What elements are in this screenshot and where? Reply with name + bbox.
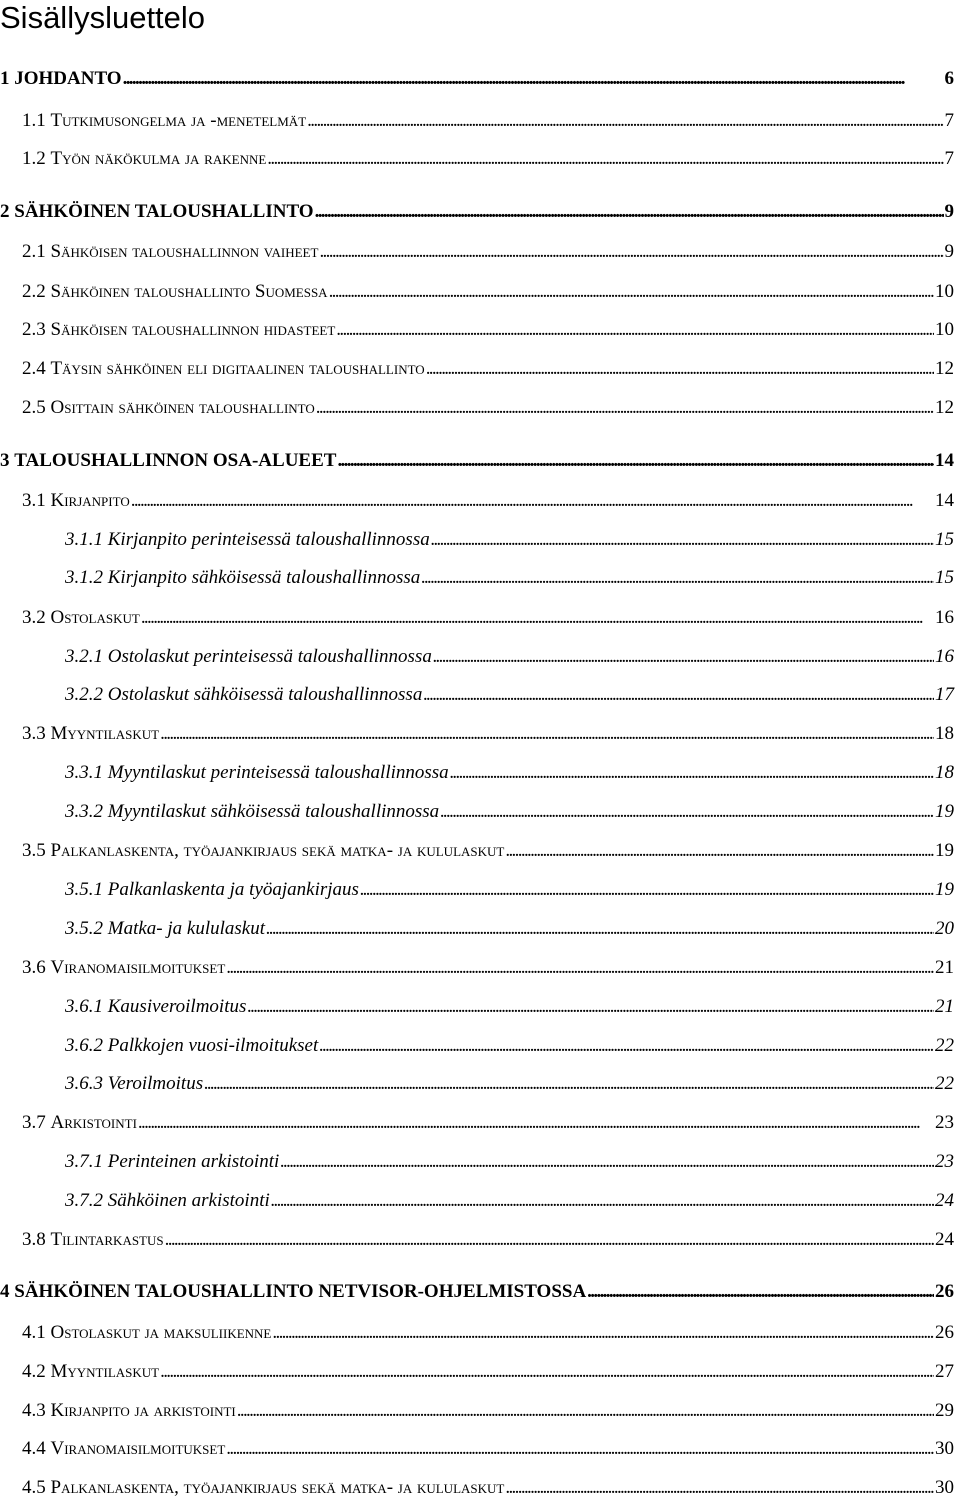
- toc-entry[interactable]: [22, 1437, 954, 1461]
- toc-leader: [505, 1476, 934, 1500]
- toc-title: Ostolaskut sähköisessä taloushallinnossa: [107, 684, 423, 705]
- toc-title: Kirjanpito ja arkistointi: [50, 1400, 236, 1421]
- toc-entry[interactable]: [65, 761, 954, 785]
- toc-leader: [204, 1072, 934, 1096]
- toc-page-number: 7: [944, 148, 954, 169]
- toc-title: Kirjanpito: [50, 490, 130, 511]
- toc-leader: [138, 1111, 934, 1135]
- toc-title: JOHDANTO: [14, 68, 122, 89]
- toc-number: 3.7.1: [65, 1151, 103, 1172]
- toc-page-number: 24: [935, 1190, 954, 1211]
- toc-page-number: 7: [944, 110, 954, 131]
- toc-page-number: 18: [935, 723, 954, 744]
- toc-page-number: 30: [935, 1438, 954, 1459]
- toc-page-number: 21: [935, 996, 954, 1017]
- toc-leader: [450, 761, 934, 785]
- toc-leader: [123, 67, 944, 91]
- toc-title: SÄHKÖINEN TALOUSHALLINTO: [14, 201, 314, 222]
- toc-page-number: 15: [935, 567, 954, 588]
- toc-title: Myyntilaskut: [50, 723, 160, 744]
- toc-entry[interactable]: [22, 1476, 954, 1500]
- toc-number: 3.2.1: [65, 646, 103, 667]
- toc-number: 2.4: [22, 358, 46, 379]
- toc-leader: [280, 1150, 934, 1174]
- toc-page-number: 23: [935, 1112, 954, 1133]
- toc-number: 3.7: [22, 1112, 46, 1133]
- toc-entry[interactable]: [65, 1150, 954, 1174]
- toc-number: 4.2: [22, 1361, 46, 1382]
- toc-entry[interactable]: [0, 1280, 954, 1304]
- toc-page-number: 17: [935, 684, 954, 705]
- toc-leader: [226, 956, 934, 980]
- toc-page-number: 22: [935, 1073, 954, 1094]
- toc-page-number: 19: [935, 879, 954, 900]
- toc-title: Sähköinen taloushallinto Suomessa: [50, 281, 328, 302]
- toc-number: 3.3.1: [65, 762, 103, 783]
- toc-number: 3.2.2: [65, 684, 103, 705]
- toc-title: Veroilmoitus: [107, 1073, 204, 1094]
- toc-page-number: 16: [935, 607, 954, 628]
- toc-entry[interactable]: [22, 1360, 954, 1384]
- toc-title: Myyntilaskut sähköisessä taloushallinnossa: [107, 801, 440, 822]
- toc-number: 3: [0, 450, 10, 471]
- toc-title: Kausiveroilmoitus: [107, 996, 247, 1017]
- toc-title: Ostolaskut perinteisessä taloushallinnossa: [107, 646, 432, 667]
- toc-leader: [247, 995, 934, 1019]
- toc-leader: [272, 1321, 934, 1345]
- toc-leader: [237, 1399, 934, 1423]
- toc-entry[interactable]: [22, 606, 954, 630]
- toc-entry[interactable]: [65, 800, 954, 824]
- toc-page-number: 23: [935, 1151, 954, 1172]
- toc-number: 2: [0, 201, 10, 222]
- toc-leader: [160, 722, 934, 746]
- toc-entry[interactable]: [65, 528, 954, 552]
- toc-title: Kirjanpito sähköisessä taloushallinnossa: [107, 567, 421, 588]
- toc-number: 3.3: [22, 723, 46, 744]
- toc-page-number: 14: [935, 490, 954, 511]
- toc-page-number: 16: [935, 646, 954, 667]
- toc-title: Palkkojen vuosi-ilmoitukset: [107, 1035, 319, 1056]
- toc-number: 3.6.3: [65, 1073, 103, 1094]
- toc-page-number: 26: [935, 1322, 954, 1343]
- toc-leader: [337, 449, 934, 473]
- toc-entry[interactable]: [0, 449, 954, 473]
- toc-entry[interactable]: [22, 956, 954, 980]
- toc-number: 3.6.2: [65, 1035, 103, 1056]
- toc-entry[interactable]: [0, 67, 954, 91]
- toc-number: 4.1: [22, 1322, 46, 1343]
- toc-title: Perinteinen arkistointi: [107, 1151, 280, 1172]
- toc-title: Palkanlaskenta, työajankirjaus sekä matka- ja kululaskut: [50, 1477, 505, 1498]
- toc-number: 3.3.2: [65, 801, 103, 822]
- toc-entry[interactable]: [65, 1189, 954, 1213]
- toc-leader: [329, 280, 934, 304]
- toc-entry[interactable]: [65, 995, 954, 1019]
- toc-page-number: 19: [935, 801, 954, 822]
- toc-entry[interactable]: [22, 109, 954, 133]
- toc-entry[interactable]: [22, 1321, 954, 1345]
- toc-page-number: 18: [935, 762, 954, 783]
- toc-page-number: 6: [944, 68, 954, 89]
- toc-leader: [315, 200, 944, 224]
- toc-leader: [421, 566, 934, 590]
- toc-number: 1.1: [22, 110, 46, 131]
- toc-leader: [131, 489, 934, 513]
- toc-page-number: 9: [944, 241, 954, 262]
- toc-title: Tutkimusongelma ja -menetelmät: [50, 110, 307, 131]
- toc-page-number: 26: [935, 1281, 954, 1302]
- toc-leader: [267, 147, 943, 171]
- toc-title: Matka- ja kululaskut: [107, 918, 265, 939]
- toc-page-number: 14: [935, 450, 954, 471]
- toc-number: 4.5: [22, 1477, 46, 1498]
- toc-title: Myyntilaskut: [50, 1361, 160, 1382]
- toc-entry[interactable]: [65, 1034, 954, 1058]
- toc-entry[interactable]: [22, 147, 954, 171]
- toc-entry[interactable]: [22, 240, 954, 264]
- toc-number: 3.2: [22, 607, 46, 628]
- toc-title: SÄHKÖINEN TALOUSHALLINTO NETVISOR-OHJELMISTOSSA: [14, 1281, 587, 1302]
- toc-leader: [165, 1228, 934, 1252]
- toc-entry[interactable]: [22, 357, 954, 381]
- toc-page-number: 12: [935, 397, 954, 418]
- toc-number: 3.5.1: [65, 879, 103, 900]
- toc-page-number: 9: [944, 201, 954, 222]
- toc-leader: [226, 1437, 934, 1461]
- toc-number: 4.3: [22, 1400, 46, 1421]
- toc-page-number: 27: [935, 1361, 954, 1382]
- toc-leader: [587, 1280, 934, 1304]
- toc-leader: [336, 318, 934, 342]
- toc-leader: [423, 683, 934, 707]
- toc-leader: [141, 606, 934, 630]
- toc-page-number: 24: [935, 1229, 954, 1250]
- toc-page-number: 22: [935, 1035, 954, 1056]
- toc-entry[interactable]: [22, 318, 954, 342]
- toc-entry[interactable]: [0, 200, 954, 224]
- toc-number: 4: [0, 1281, 10, 1302]
- toc-leader: [426, 357, 934, 381]
- toc-number: 3.1.1: [65, 529, 103, 550]
- toc-page-number: 19: [935, 840, 954, 861]
- toc-leader: [319, 240, 943, 264]
- toc-number: 3.1.2: [65, 567, 103, 588]
- toc-number: 2.5: [22, 397, 46, 418]
- toc-page-number: 30: [935, 1477, 954, 1498]
- toc-title: Ostolaskut: [50, 607, 140, 628]
- toc-entry[interactable]: [22, 489, 954, 513]
- toc-title: Palkanlaskenta, työajankirjaus sekä matka- ja kululaskut: [50, 840, 505, 861]
- toc-entry[interactable]: [22, 1399, 954, 1423]
- toc-title: Sähköisen taloushallinnon vaiheet: [50, 241, 319, 262]
- toc-page-number: 20: [935, 918, 954, 939]
- toc-page-number: 12: [935, 358, 954, 379]
- toc-entry[interactable]: [22, 1111, 954, 1135]
- toc-page-number: 21: [935, 957, 954, 978]
- toc-page-number: 10: [935, 319, 954, 340]
- toc-number: 2.3: [22, 319, 46, 340]
- toc-title: Sähköinen arkistointi: [107, 1190, 270, 1211]
- toc-page-number: 15: [935, 529, 954, 550]
- toc-leader: [307, 109, 943, 133]
- toc-entry[interactable]: [65, 878, 954, 902]
- toc-page-number: 10: [935, 281, 954, 302]
- toc-entry[interactable]: [65, 683, 954, 707]
- toc-title: TALOUSHALLINNON OSA-ALUEET: [14, 450, 337, 471]
- toc-title: Tilintarkastus: [50, 1229, 164, 1250]
- toc-number: 2.1: [22, 241, 46, 262]
- toc-leader: [160, 1360, 934, 1384]
- toc-page-number: 29: [935, 1400, 954, 1421]
- toc-entry[interactable]: [65, 566, 954, 590]
- toc-number: 3.6.1: [65, 996, 103, 1017]
- toc-leader: [440, 800, 934, 824]
- toc-number: 3.1: [22, 490, 46, 511]
- toc-entry[interactable]: [65, 1072, 954, 1096]
- toc-number: 2.2: [22, 281, 46, 302]
- toc-leader: [319, 1034, 934, 1058]
- toc-number: 3.6: [22, 957, 46, 978]
- toc-leader: [316, 396, 934, 420]
- toc-leader: [360, 878, 934, 902]
- page-title: Sisällysluettelo: [0, 0, 206, 35]
- toc-leader: [431, 528, 934, 552]
- toc-title: Kirjanpito perinteisessä taloushallinnossa: [107, 529, 430, 550]
- toc-number: 3.7.2: [65, 1190, 103, 1211]
- toc-entry[interactable]: [65, 917, 954, 941]
- toc-number: 1.2: [22, 148, 46, 169]
- toc-entry[interactable]: [22, 839, 954, 863]
- toc-number: 1: [0, 68, 10, 89]
- toc-number: 3.5: [22, 840, 46, 861]
- toc-title: Osittain sähköinen taloushallinto: [50, 397, 315, 418]
- toc-leader: [505, 839, 934, 863]
- toc-leader: [271, 1189, 934, 1213]
- toc-entry[interactable]: [22, 1228, 954, 1252]
- toc-title: Työn näkökulma ja rakenne: [50, 148, 267, 169]
- toc-title: Myyntilaskut perinteisessä taloushallinnossa: [107, 762, 449, 783]
- toc-title: Täysin sähköinen eli digitaalinen taloushallinto: [50, 358, 425, 379]
- toc-entry[interactable]: [22, 396, 954, 420]
- toc-title: Sähköisen taloushallinnon hidasteet: [50, 319, 336, 340]
- toc-number: 3.5.2: [65, 918, 103, 939]
- toc-entry[interactable]: [65, 645, 954, 669]
- toc-title: Arkistointi: [50, 1112, 137, 1133]
- toc-leader: [433, 645, 934, 669]
- toc-title: Palkanlaskenta ja työajankirjaus: [107, 879, 359, 900]
- toc-entry[interactable]: [22, 722, 954, 746]
- toc-number: 4.4: [22, 1438, 46, 1459]
- toc-title: Viranomaisilmoitukset: [50, 1438, 226, 1459]
- toc-number: 3.8: [22, 1229, 46, 1250]
- toc-leader: [266, 917, 934, 941]
- toc-entry[interactable]: [22, 280, 954, 304]
- toc-title: Ostolaskut ja maksuliikenne: [50, 1322, 272, 1343]
- toc-title: Viranomaisilmoitukset: [50, 957, 226, 978]
